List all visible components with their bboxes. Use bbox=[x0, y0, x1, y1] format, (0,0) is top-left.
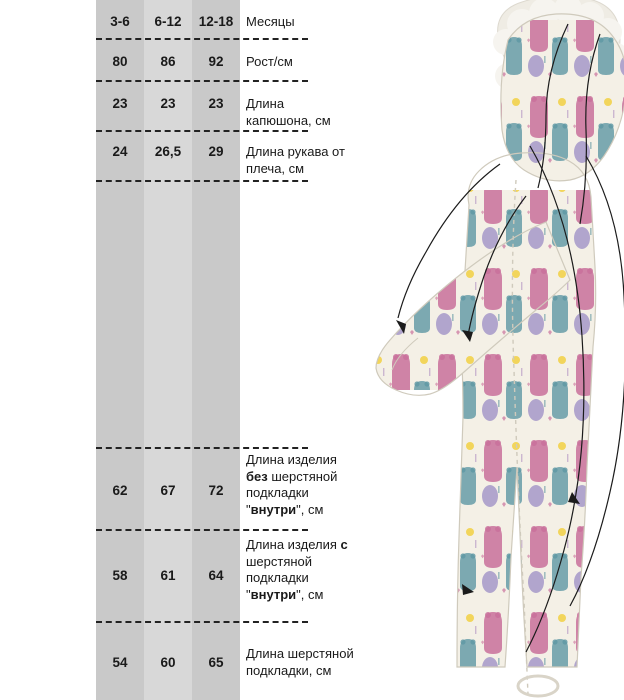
cell-value: 60 bbox=[160, 655, 176, 670]
cell-value: 54 bbox=[112, 655, 128, 670]
row-label: Длина капюшона, см bbox=[246, 96, 331, 128]
row-label: Рост/см bbox=[246, 54, 293, 69]
cell-value: 23 bbox=[160, 96, 176, 111]
cell-value: 23 bbox=[208, 96, 224, 111]
cell-value: 72 bbox=[208, 483, 224, 498]
cell-value: 6-12 bbox=[154, 14, 182, 29]
cell-value: 61 bbox=[160, 568, 176, 583]
divider-3 bbox=[96, 130, 308, 132]
cell-value: 12-18 bbox=[198, 14, 234, 29]
cell-value: 62 bbox=[112, 483, 128, 498]
divider-2 bbox=[96, 80, 308, 82]
cell-value: 64 bbox=[208, 568, 224, 583]
divider-4 bbox=[96, 180, 308, 182]
cell-value: 86 bbox=[160, 54, 176, 69]
cell-value: 92 bbox=[208, 54, 224, 69]
cell-value: 3-6 bbox=[110, 14, 130, 29]
cell-value: 58 bbox=[112, 568, 128, 583]
row-label: Месяцы bbox=[246, 14, 295, 29]
cell-value: 23 bbox=[112, 96, 128, 111]
row-label: Длина изделия без шерстяной подкладки "внутри", см bbox=[246, 452, 338, 517]
divider-1 bbox=[96, 38, 308, 40]
divider-6 bbox=[96, 529, 308, 531]
cell-value: 67 bbox=[160, 483, 176, 498]
row-label: Длина рукава от плеча, см bbox=[246, 144, 345, 176]
foot-cuff bbox=[518, 676, 558, 696]
cell-value: 26,5 bbox=[154, 144, 182, 159]
row-label: Длина шерстяной подкладки, см bbox=[246, 646, 354, 678]
cell-value: 65 bbox=[208, 655, 224, 670]
divider-5 bbox=[96, 447, 308, 449]
row-label: Длина изделия с шерстяной подкладки "внутри", см bbox=[246, 537, 348, 602]
cell-value: 80 bbox=[112, 54, 128, 69]
cell-value: 29 bbox=[208, 144, 224, 159]
cell-value: 24 bbox=[112, 144, 128, 159]
divider-7 bbox=[96, 621, 308, 623]
